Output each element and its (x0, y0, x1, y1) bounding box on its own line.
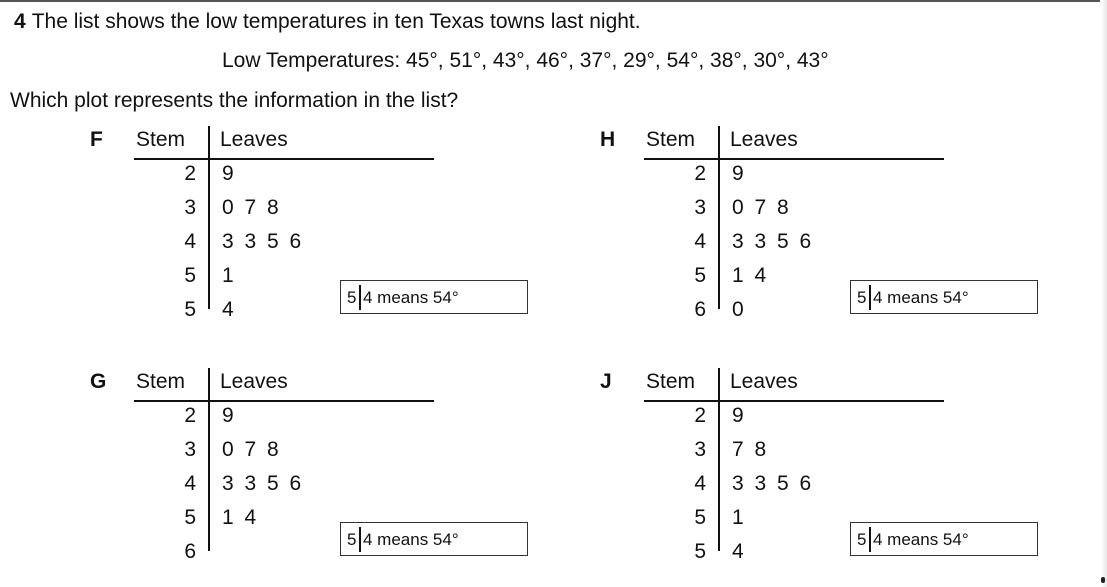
leaf-values: 3 3 5 6 (732, 230, 812, 253)
plot-key (340, 280, 528, 314)
stem-value: 5 (694, 506, 706, 529)
stem-value: 5 (184, 298, 196, 321)
stem-leaf-row (600, 162, 1000, 192)
key-text: 4 means 54° (873, 530, 969, 549)
leaf-values: 0 7 8 (222, 196, 279, 219)
question-text (14, 10, 641, 34)
stem-leaf-row (90, 196, 490, 226)
key-stem: 5 (347, 530, 357, 549)
question-number: 4 (14, 10, 26, 33)
stem-leaf-row (90, 404, 490, 434)
key-divider (869, 285, 871, 310)
stem-value: 2 (694, 162, 706, 185)
key-stem: 5 (347, 288, 357, 307)
answer-choice-j[interactable] (600, 368, 1060, 568)
leaf-values: 7 8 (732, 438, 767, 461)
choice-letter: F (90, 128, 103, 151)
top-rule (0, 0, 1100, 2)
key-text: 4 means 54° (363, 530, 459, 549)
key-divider (359, 285, 361, 310)
question-stem: The list shows the low temperatures in ten Texas towns last night. (31, 10, 641, 33)
stem-value: 5 (694, 264, 706, 287)
leaf-values: 1 (222, 264, 234, 287)
stem-value: 3 (184, 196, 196, 219)
temperature-list: Low Temperatures: 45°, 51°, 43°, 46°, 37°, 29°, 54°, 38°, 30°, 43° (222, 49, 829, 72)
leaf-values: 9 (732, 162, 744, 185)
stem-leaf-row (600, 404, 1000, 434)
stem-value: 2 (184, 404, 196, 427)
stem-header: Stem (136, 128, 186, 151)
leaf-values: 1 (732, 506, 744, 529)
stem-leaf-row (90, 438, 490, 468)
key-stem: 5 (857, 530, 867, 549)
stem-value: 3 (694, 438, 706, 461)
key-stem: 5 (857, 288, 867, 307)
stem-leaf-row (600, 472, 1000, 502)
stem-value: 3 (184, 438, 196, 461)
answer-choice-f[interactable] (90, 126, 550, 326)
stem-value: 3 (694, 196, 706, 219)
stem-header: Stem (646, 128, 696, 151)
leaf-values: 3 3 5 6 (222, 472, 302, 495)
key-divider (359, 527, 361, 552)
leaf-values: 3 3 5 6 (222, 230, 302, 253)
stem-value: 4 (184, 230, 196, 253)
leaves-header: Leaves (730, 128, 798, 151)
stem-value: 5 (694, 540, 706, 563)
key-text: 4 means 54° (873, 288, 969, 307)
leaves-header: Leaves (220, 128, 288, 151)
header-divider (134, 158, 434, 160)
stem-value: 4 (184, 472, 196, 495)
stem-value: 4 (694, 230, 706, 253)
header-divider (644, 158, 944, 160)
corner-mark (1101, 577, 1105, 583)
stem-leaf-row (600, 230, 1000, 260)
stem-value: 5 (184, 506, 196, 529)
leaf-values: 9 (222, 162, 234, 185)
leaf-values: 4 (732, 540, 744, 563)
key-divider (869, 527, 871, 552)
leaf-values: 0 7 8 (732, 196, 789, 219)
leaf-values: 0 7 8 (222, 438, 279, 461)
stem-value: 5 (184, 264, 196, 287)
plot-key (850, 280, 1038, 314)
choice-letter: G (90, 370, 107, 393)
stem-header: Stem (136, 370, 186, 393)
leaf-values: 9 (732, 404, 744, 427)
stem-leaf-row (90, 162, 490, 192)
answer-choice-g[interactable] (90, 368, 550, 568)
stem-value: 2 (184, 162, 196, 185)
stem-value: 4 (694, 472, 706, 495)
leaf-values: 0 (732, 298, 744, 321)
leaf-values: 1 4 (222, 506, 257, 529)
leaf-values: 9 (222, 404, 234, 427)
leaves-header: Leaves (220, 370, 288, 393)
stem-leaf-row (90, 472, 490, 502)
choice-letter: H (600, 128, 616, 151)
key-text: 4 means 54° (363, 288, 459, 307)
stem-value: 6 (694, 298, 706, 321)
page-edge-shadow (1101, 0, 1107, 587)
stem-value: 2 (694, 404, 706, 427)
stem-value: 6 (184, 540, 196, 563)
header-divider (134, 400, 434, 402)
answer-choice-h[interactable] (600, 126, 1060, 326)
header-divider (644, 400, 944, 402)
choice-letter: J (600, 370, 612, 393)
stem-header: Stem (646, 370, 696, 393)
leaf-values: 1 4 (732, 264, 767, 287)
stem-leaf-row (600, 196, 1000, 226)
stem-leaf-row (90, 230, 490, 260)
plot-key (850, 522, 1038, 556)
stem-leaf-row (600, 438, 1000, 468)
plot-key (340, 522, 528, 556)
leaf-values: 3 3 5 6 (732, 472, 812, 495)
leaves-header: Leaves (730, 370, 798, 393)
leaf-values: 4 (222, 298, 234, 321)
question-prompt: Which plot represents the information in the list? (10, 89, 459, 112)
